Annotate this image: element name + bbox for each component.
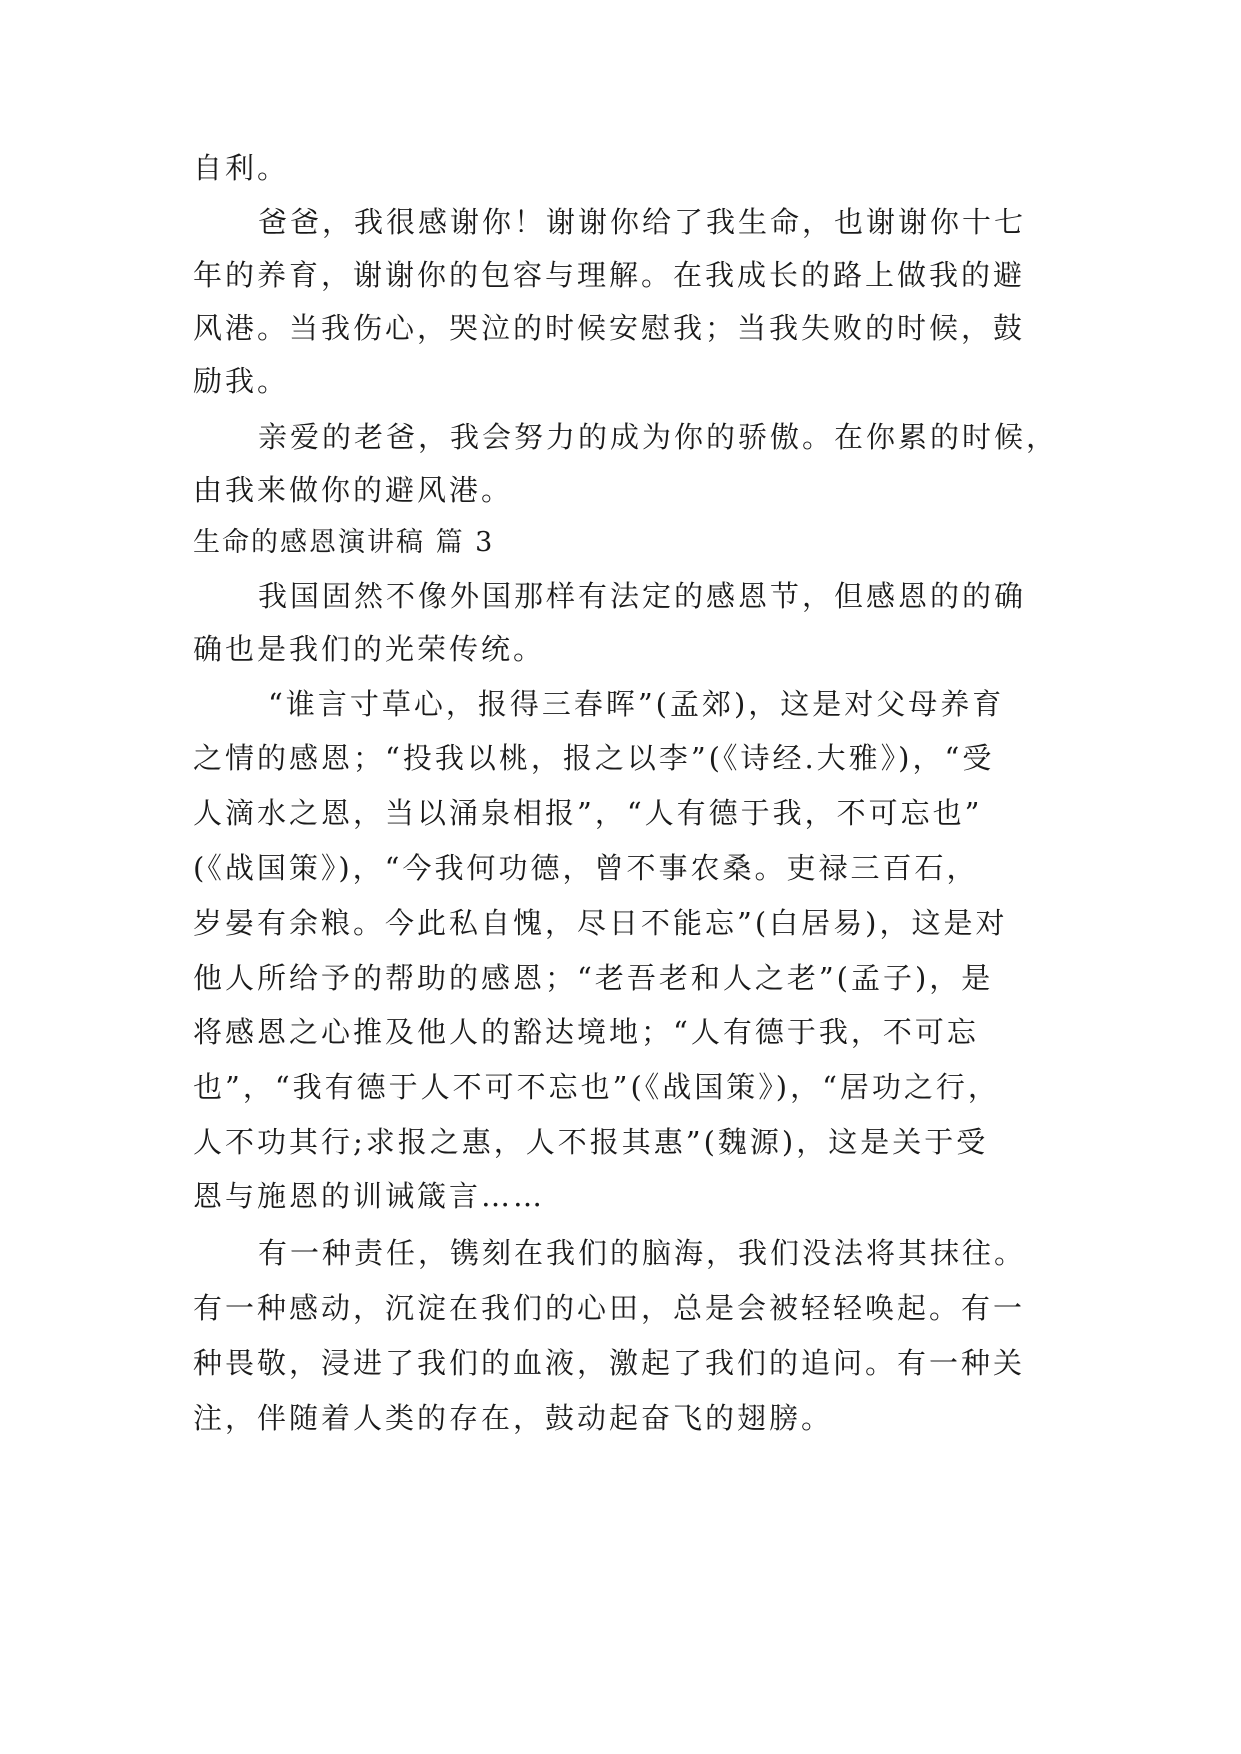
paragraph-line: 之情的感恩；“投我以桃，报之以李”(《诗经.大雅》)，“受	[193, 741, 995, 775]
paragraph-line: 有一种感动，沉淀在我们的心田，总是会被轻轻唤起。有一	[193, 1291, 1026, 1325]
paragraph-line: “谁言寸草心，报得三春晖”(孟郊)，这是对父母养育	[268, 687, 1005, 721]
paragraph-line: 自利。	[193, 151, 290, 185]
paragraph-line: 人滴水之恩，当以涌泉相报”，“人有德于我，不可忘也”	[193, 796, 983, 830]
paragraph-line: 爸爸，我很感谢你！谢谢你给了我生命，也谢谢你十七	[258, 205, 1027, 239]
paragraph-line: 种畏敬，浸进了我们的血液，激起了我们的追问。有一种关	[193, 1346, 1026, 1380]
paragraph-line: 由我来做你的避风港。	[193, 473, 514, 507]
section-heading: 生命的感恩演讲稿 篇 3	[193, 527, 495, 558]
paragraph-line: 有一种责任，镌刻在我们的脑海，我们没法将其抹往。	[258, 1236, 1027, 1270]
paragraph-line: 我国固然不像外国那样有法定的感恩节，但感恩的的确	[258, 579, 1027, 613]
paragraph-line: 注，伴随着人类的存在，鼓动起奋飞的翅膀。	[193, 1401, 834, 1435]
paragraph-line: 确也是我们的光荣传统。	[193, 632, 546, 666]
paragraph-line: 岁晏有余粮。今此私自愧，尽日不能忘”(白居易)，这是对	[193, 906, 1008, 940]
paragraph-line: 年的养育，谢谢你的包容与理解。在我成长的路上做我的避	[193, 258, 1026, 292]
paragraph-line: (《战国策》)，“今我何功德，曾不事农桑。吏禄三百石，	[193, 851, 979, 885]
paragraph-line: 将感恩之心推及他人的豁达境地；“人有德于我，不可忘	[193, 1015, 979, 1049]
paragraph-line: 人不功其行;求报之惠，人不报其惠”(魏源)，这是关于受	[193, 1125, 989, 1159]
paragraph-line: 亲爱的老爸，我会努力的成为你的骄傲。在你累的时候，	[258, 420, 1059, 454]
paragraph-line: 也”，“我有德于人不可不忘也”(《战国策》)，“居功之行，	[193, 1070, 1000, 1104]
paragraph-line: 恩与施恩的训诫箴言……	[193, 1179, 546, 1213]
paragraph-line: 励我。	[193, 364, 290, 398]
paragraph-line: 风港。当我伤心，哭泣的时候安慰我；当我失败的时候，鼓	[193, 311, 1026, 345]
paragraph-line: 他人所给予的帮助的感恩；“老吾老和人之老”(孟子)，是	[193, 961, 994, 995]
